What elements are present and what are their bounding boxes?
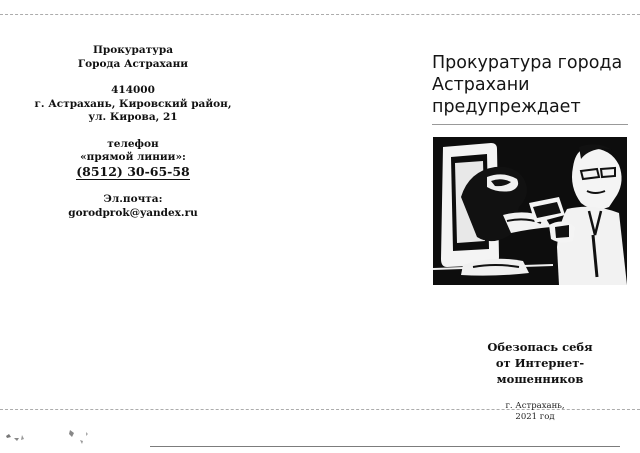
email-block bbox=[28, 193, 238, 220]
phone-label-2: «прямой линии»: bbox=[80, 151, 186, 163]
title-line-2: Астрахани bbox=[432, 75, 530, 95]
title-divider bbox=[432, 124, 628, 125]
leaflet-subtitle bbox=[470, 339, 610, 387]
phone-label-1: телефон bbox=[107, 137, 159, 150]
phone-number: (8512) 30-65-58 bbox=[76, 163, 190, 179]
title-line-3: предупреждает bbox=[432, 97, 581, 117]
scan-artifact-top bbox=[0, 14, 640, 15]
scan-artifact-base bbox=[150, 446, 620, 447]
contact-block bbox=[28, 44, 238, 233]
postal-address bbox=[28, 84, 238, 125]
fraudster-illustration bbox=[433, 137, 627, 285]
leaflet-footer bbox=[490, 401, 580, 423]
address-line-2: ул. Кирова, 21 bbox=[88, 111, 178, 123]
email-label: Эл.почта: bbox=[103, 193, 163, 205]
footer-place: г. Астрахань, bbox=[505, 401, 565, 411]
title-line-1: Прокуратура города bbox=[432, 53, 623, 73]
postcode: 414000 bbox=[111, 84, 155, 96]
org-line-2: Города Астрахани bbox=[77, 57, 189, 70]
leaflet-title bbox=[432, 52, 637, 118]
subtitle-line-3: мошенников bbox=[496, 372, 584, 386]
org-line-1: Прокуратура bbox=[92, 44, 174, 56]
address-line-1: г. Астрахань, Кировский район, bbox=[34, 97, 232, 110]
footer-year: 2021 год bbox=[515, 412, 555, 422]
scan-specks bbox=[0, 420, 120, 453]
hotline bbox=[28, 138, 238, 181]
subtitle-line-1: Обезопась себя bbox=[487, 340, 593, 354]
email-address: gorodprok@yandex.ru bbox=[68, 206, 198, 219]
organization-name bbox=[28, 44, 238, 71]
illustration-svg bbox=[433, 137, 627, 285]
subtitle-line-2: от Интернет- bbox=[495, 356, 585, 370]
